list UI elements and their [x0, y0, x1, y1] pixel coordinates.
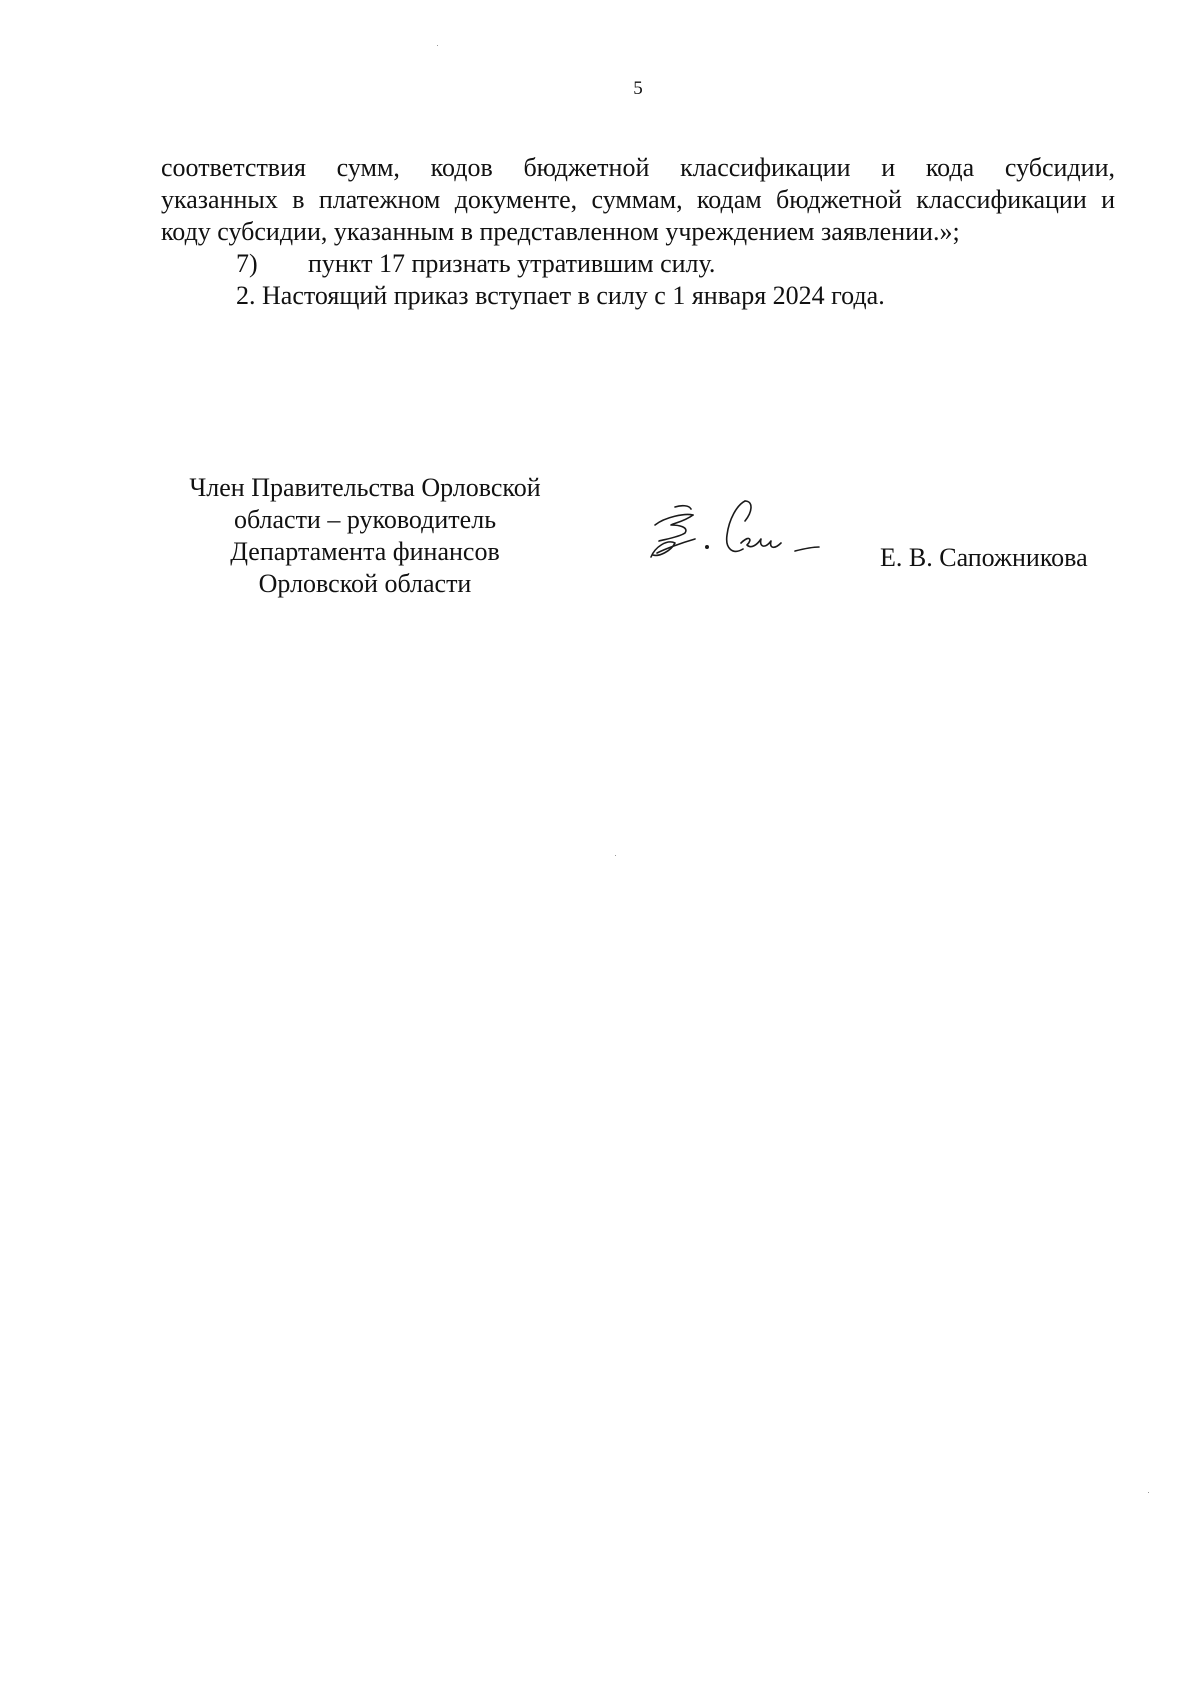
signer-name: Е. В. Сапожникова [880, 543, 1088, 572]
scan-speck [615, 855, 616, 856]
text-line: указанных в платежном документе, суммам, кодам бюджетной классификации и [161, 185, 1115, 214]
signatory-position [155, 472, 575, 600]
list-item-7 [161, 248, 1115, 280]
body-text [161, 152, 1115, 312]
position-line: Департамента финансов [230, 537, 500, 566]
handwritten-signature [645, 495, 825, 570]
list-item-number: 7) [236, 249, 258, 278]
position-line: области – руководитель [233, 505, 497, 534]
position-line: Член Правительства Орловской [189, 473, 541, 502]
list-item-text: пункт 17 признать утратившим силу. [308, 249, 716, 278]
scan-speck [1148, 1492, 1149, 1493]
scan-speck [437, 45, 438, 46]
text-line: коду субсидии, указанным в представленном учреждением заявлении.»; [161, 217, 960, 246]
paragraph-2: 2. Настоящий приказ вступает в силу с 1 января 2024 года. [236, 281, 885, 310]
position-line: Орловской области [258, 569, 472, 598]
text-line: соответствия сумм, кодов бюджетной классификации и кода субсидии, [161, 153, 1115, 182]
page-number: 5 [633, 78, 643, 99]
continuation-paragraph [161, 152, 1115, 248]
